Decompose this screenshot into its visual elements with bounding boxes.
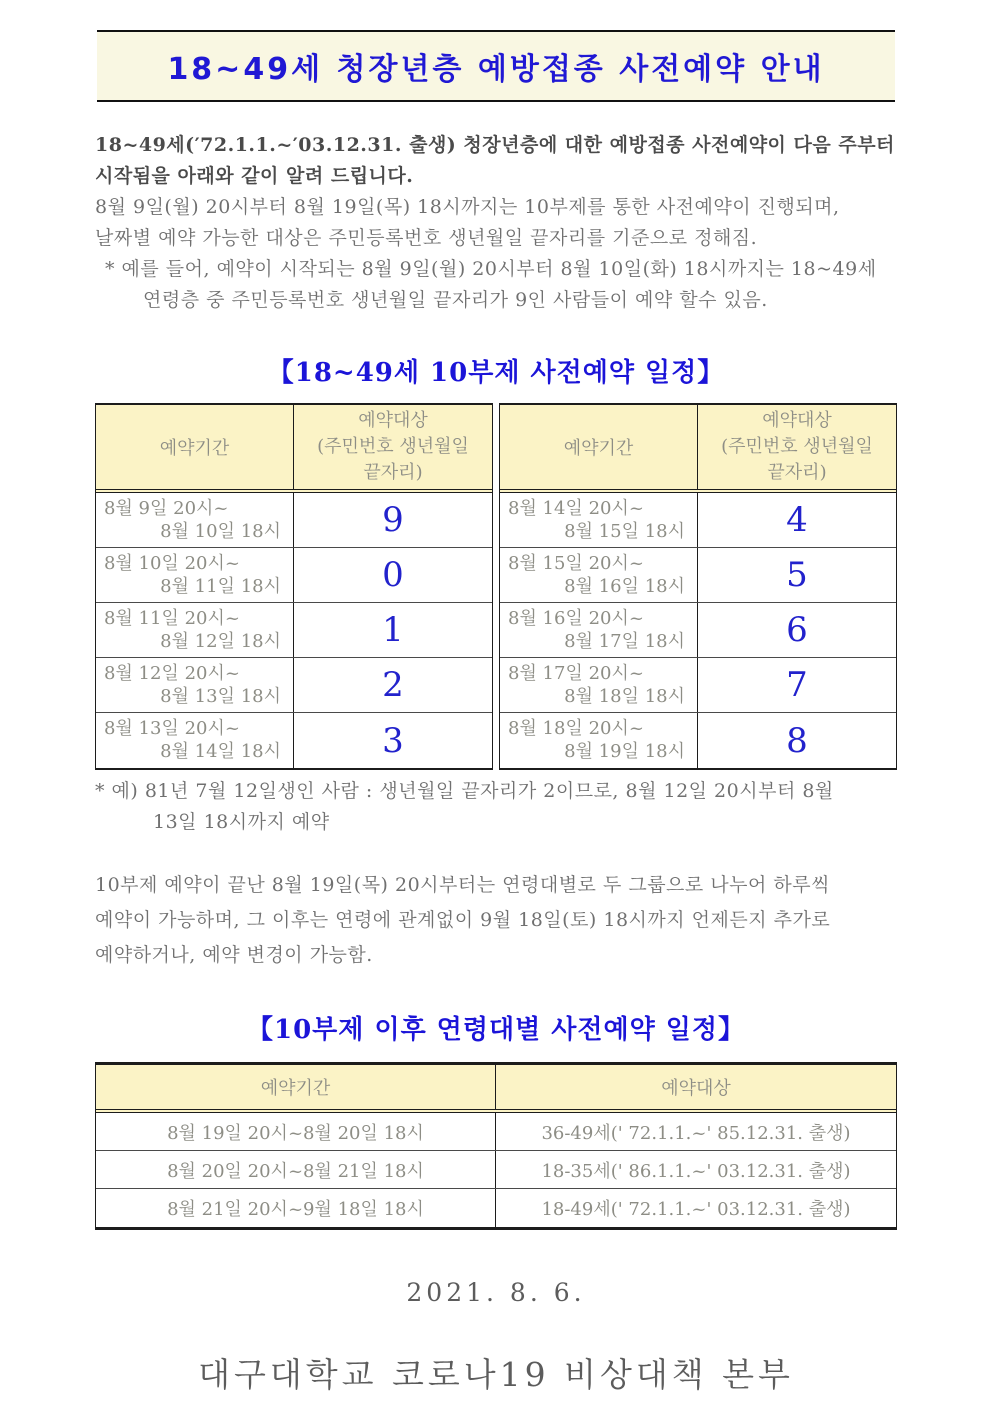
period-column-header: 예약기간: [96, 405, 294, 489]
birth-digit-cell: 7: [786, 665, 808, 705]
reservation-period-cell: 8월 21일 20시~9월 18일 18시: [96, 1189, 496, 1227]
intro-example-line: 연령층 중 주민등록번호 생년월일 끝자리가 9인 사람들이 예약 할수 있음.: [143, 289, 768, 311]
intro-line: 날짜별 예약 가능한 대상은 주민등록번호 생년월일 끝자리를 기준으로 정해짐.: [95, 227, 758, 249]
period-end: 8월 15일 18시: [564, 521, 685, 542]
target-header-line: 예약대상: [762, 410, 832, 431]
period-start: 8월 15일 20시~: [508, 553, 644, 574]
target-column-header: 예약대상: [661, 1078, 731, 1099]
intro-paragraph: [95, 130, 897, 316]
birth-digit-cell: 3: [382, 720, 404, 761]
target-header-line: 끝자리): [767, 462, 827, 483]
reservation-period-cell: [96, 713, 294, 768]
reservation-period-cell: [500, 548, 698, 602]
period-column-header: 예약기간: [96, 1065, 496, 1109]
reservation-period-cell: [96, 658, 294, 712]
age-group-schedule-table: [95, 1062, 897, 1230]
target-column-header: [294, 405, 492, 489]
schedule-table-title: 【18~49세 10부제 사전예약 일정】: [267, 358, 725, 388]
reservation-period-cell: 8월 20일 20시~8월 21일 18시: [96, 1151, 496, 1188]
period-end: 8월 14일 18시: [160, 741, 281, 762]
period-start: 8월 12일 20시~: [104, 663, 240, 684]
table-header-row: [500, 405, 896, 493]
period-start: 8월 10일 20시~: [104, 553, 240, 574]
paragraph-line: 10부제 예약이 끝난 8월 19일(목) 20시부터는 연령대별로 두 그룹으로 나누어 하루씩: [95, 874, 830, 896]
period-start: 8월 16일 20시~: [508, 608, 644, 629]
table-row: [96, 658, 492, 713]
title-banner: [97, 30, 895, 102]
period-start: 8월 11일 20시~: [104, 608, 240, 629]
target-header-line: 예약대상: [358, 410, 428, 431]
reservation-period-cell: [96, 548, 294, 602]
paragraph-line: 예약하거나, 예약 변경이 가능함.: [95, 944, 373, 966]
reservation-period-cell: [96, 603, 294, 657]
footnote-line: 13일 18시까지 예약: [153, 811, 330, 833]
birth-digit-cell: 0: [382, 555, 404, 595]
page-title: 18~49세 청장년층 예방접종 사전예약 안내: [167, 52, 825, 87]
reservation-period-cell: [96, 493, 294, 547]
target-group-cell: 18-49세(' 72.1.1.~' 03.12.31. 출생): [541, 1199, 851, 1220]
intro-line: 8월 9일(월) 20시부터 8월 19일(목) 18시까지는 10부제를 통한 사전예약이 진행되며,: [95, 196, 840, 218]
intro-example-line: * 예를 들어, 예약이 시작되는 8월 9일(월) 20시부터 8월 10일(화) 18시까지는 18~49세: [105, 258, 877, 280]
reservation-period-cell: [500, 713, 698, 768]
period-end: 8월 16일 18시: [564, 576, 685, 597]
period-end: 8월 13일 18시: [160, 686, 281, 707]
period-end: 8월 17일 18시: [564, 631, 685, 652]
table-row: [500, 493, 896, 548]
document-date: 2021. 8. 6.: [406, 1278, 586, 1307]
age-group-table-title: 【10부제 이후 연령대별 사전예약 일정】: [246, 1015, 745, 1045]
target-header-line: (주민번호 생년월일: [721, 436, 873, 457]
after-schedule-paragraph: [95, 868, 897, 973]
period-start: 8월 9일 20시~: [104, 498, 229, 519]
table-row: [96, 548, 492, 603]
schedule-table-right-half: [499, 403, 897, 770]
period-start: 8월 17일 20시~: [508, 663, 644, 684]
period-end: 8월 19일 18시: [564, 741, 685, 762]
intro-bold-line: 18~49세(′72.1.1.~′03.12.31. 출생) 청장년층에 대한 예방접종 사전예약이 다음 주부터: [95, 134, 895, 156]
table-row: [500, 713, 896, 768]
period-end: 8월 11일 18시: [160, 576, 281, 597]
footnote-line: * 예) 81년 7월 12일생인 사람 : 생년월일 끝자리가 2이므로, 8월 12일 20시부터 8월: [95, 780, 834, 802]
birth-digit-cell: 8: [786, 720, 808, 761]
schedule-table-left-half: [95, 403, 493, 770]
period-end: 8월 12일 18시: [160, 631, 281, 652]
target-group-cell: 36-49세(' 72.1.1.~' 85.12.31. 출생): [541, 1122, 851, 1144]
birth-digit-cell: 5: [786, 555, 808, 595]
table-footnote: [95, 776, 897, 838]
tenth-digit-schedule-table: [95, 403, 897, 770]
reservation-period-cell: [500, 603, 698, 657]
table-row: [96, 1189, 896, 1227]
issuing-organization: 대구대학교 코로나19 비상대책 본부: [198, 1355, 794, 1394]
period-start: 8월 18일 20시~: [508, 718, 644, 739]
reservation-period-cell: 8월 19일 20시~8월 20일 18시: [96, 1113, 496, 1150]
table-row: [500, 658, 896, 713]
birth-digit-cell: 9: [382, 500, 404, 540]
reservation-period-cell: [500, 493, 698, 547]
birth-digit-cell: 6: [786, 610, 808, 650]
table-row: [96, 1151, 896, 1189]
table-row: [96, 603, 492, 658]
birth-digit-cell: 2: [382, 665, 404, 705]
table-header-row: [96, 405, 492, 493]
birth-digit-cell: 4: [786, 500, 808, 540]
document-body: [95, 130, 897, 1396]
table-row: [96, 713, 492, 768]
paragraph-line: 예약이 가능하며, 그 이후는 연령에 관계없이 9월 18일(토) 18시까지 언제든지 추가로: [95, 909, 831, 931]
period-column-header: 예약기간: [500, 405, 698, 489]
target-header-line: 끝자리): [363, 462, 423, 483]
period-end: 8월 10일 18시: [160, 521, 281, 542]
period-start: 8월 13일 20시~: [104, 718, 240, 739]
intro-bold-line: 시작됨을 아래와 같이 알려 드립니다.: [95, 165, 414, 187]
table-row: [96, 1113, 896, 1151]
table-row: [500, 548, 896, 603]
table-row: [500, 603, 896, 658]
period-end: 8월 18일 18시: [564, 686, 685, 707]
target-column-header: [698, 405, 896, 489]
birth-digit-cell: 1: [382, 610, 404, 650]
reservation-period-cell: [500, 658, 698, 712]
target-group-cell: 18-35세(' 86.1.1.~' 03.12.31. 출생): [541, 1160, 851, 1182]
table-header-row: [96, 1065, 896, 1113]
period-start: 8월 14일 20시~: [508, 498, 644, 519]
target-header-line: (주민번호 생년월일: [317, 436, 469, 457]
table-row: [96, 493, 492, 548]
